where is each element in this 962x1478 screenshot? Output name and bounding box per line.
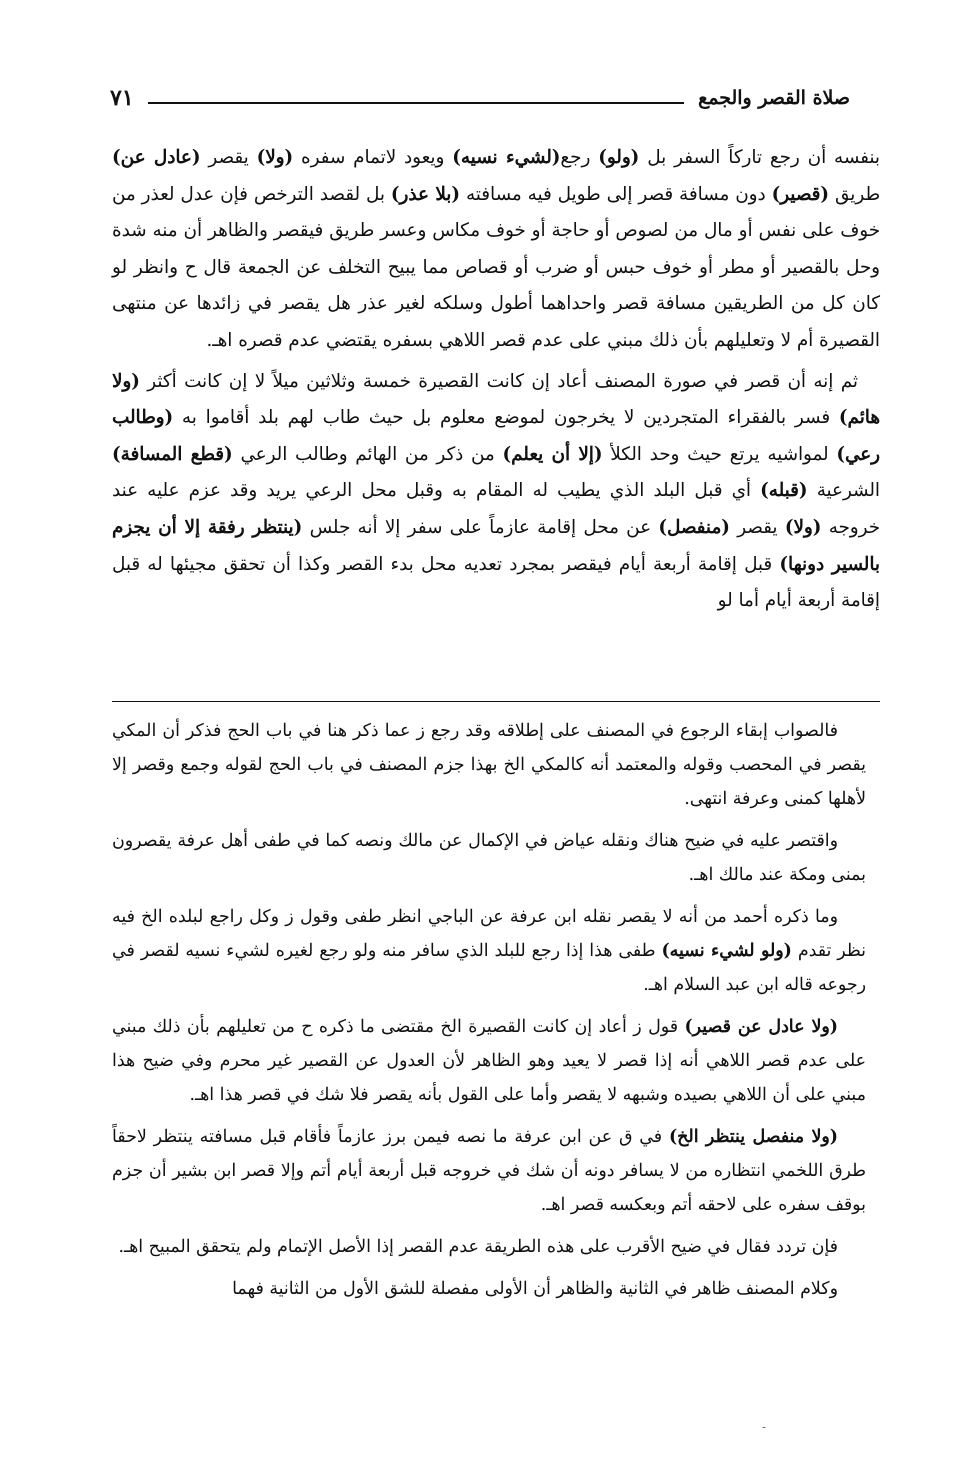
text-span: وما ذكره أحمد من أنه لا يقصر نقله ابن عرفة عن الباجي انظر طفى وقول ز وكل راجع لبلده الخ فيه نظر تقدم	[112, 907, 866, 961]
text-span: أي قبل البلد الذي يطيب له المقام به وقبل محل الرعي يريد وقد عزم عليه عند خروجه	[112, 480, 881, 538]
text-span: الشرعية	[807, 480, 880, 502]
note-paragraph-5	[112, 1120, 866, 1222]
text-span: ثم إنه أن قصر في صورة المصنف أعاد إن كانت القصيرة خمسة وثلاثين ميلاً لا إن كانت أكثر	[139, 370, 858, 392]
text-span: رجع	[560, 147, 599, 168]
bold-matn: (قطع المسافة)	[112, 443, 233, 465]
running-header	[110, 78, 850, 118]
header-rule	[148, 102, 684, 104]
bold-matn: (منفصل)	[658, 516, 730, 538]
text-span: بنفسه أن رجع تاركاً السفر بل	[639, 147, 881, 168]
note-paragraph-4	[112, 1010, 866, 1112]
bold-matn: (لشيء نسيه)	[452, 147, 561, 168]
bold-matn: (ولا هائم)	[112, 370, 880, 429]
bold-matn: (وطالب رعي)	[112, 407, 880, 465]
text-span: يقصر	[729, 516, 785, 538]
bold-matn: (ولا منفصل ينتظر الخ)	[668, 1127, 838, 1147]
bold-matn: (ولا)	[256, 147, 294, 168]
text-span: عن محل إقامة عازماً على سفر إلا أنه جلس	[302, 516, 659, 538]
note-paragraph-7: وكلام المصنف ظاهر في الثانية والظاهر أن الأولى مفصلة للشق الأول من الثانية فهما	[232, 1279, 838, 1299]
text-span: دون مسافة قصر إلى طويل فيه مسافته	[460, 183, 772, 205]
note-paragraph-6: فإن تردد فقال في ضيح الأقرب على هذه الطريقة عدم القصر إذا الأصل الإتمام ولم يتحقق المبيح اهـ.	[118, 1237, 838, 1257]
text-span: قول ز أعاد إن كانت القصيرة الخ مقتضى ما ذكره ح من تعليلهم بأن ذلك مبني على عدم قصر اللاهي أنه إذا قصر لا يعيد وهو الظاهر لأن العدول عن القصير غير محرم وفي ضيح هذا مبني على أن اللاهي بصيده وشبهه لا يقصر وأما على القول بأنه يقصر فلا شك في قصر هذا اهـ.	[112, 1017, 866, 1105]
main-text	[112, 140, 880, 620]
bold-matn: (ولو لشيء نسيه)	[661, 941, 792, 961]
footnotes-section	[112, 714, 866, 1314]
text-span: قبل إقامة أربعة أيام فيقصر بمجرد تعديه محل بدء القصر وكذا أن تحقق مجيئها له قبل إقامة أربعة أيام أما لو	[112, 553, 880, 612]
text-span: لمواشيه يرتع حيث وحد الكلأ	[602, 443, 837, 465]
chapter-title: صلاة القصر والجمع	[698, 87, 850, 109]
text-span: فسر بالفقراء المتجردين لا يخرجون لموضع معلوم بل حيث طاب لهم بلد أقاموا به	[173, 407, 839, 429]
bold-matn: (قبله)	[760, 480, 808, 502]
bold-matn: (بلا عذر)	[390, 183, 461, 205]
bold-matn: (ولو)	[598, 147, 640, 168]
bold-matn: (ينتظر رفقة إلا أن يجزم بالسير دونها)	[112, 516, 880, 575]
page-number: ٧١	[110, 85, 134, 111]
text-span: طريق	[829, 183, 880, 205]
text-span: بل لقصد الترخص فإن عدل لعذر من خوف على نفس أو مال من لصوص أو حاجة أو خوف مكاس وعسر طريق فيقصر والظاهر أن منه شدة وحل بالقصير أو مطر أو خوف حبس أو ضرب أو قصاص مما يبيح التخلف عن الجمعة قال ح وانظر لو كان كل من الطريقين مسافة قصر واحداهما أطول وسلكه لغير عذر هل يقصر في زائدها عن منتهى القصيرة أم لا وتعليلهم بأن ذلك مبني على عدم قصر اللاهي بسفره يقتضي عدم قصره اهـ.	[112, 183, 880, 351]
bold-matn: (إلا أن يعلم)	[502, 443, 603, 465]
text-span: ويعود لاتمام سفره	[293, 147, 453, 168]
scan-mark: -	[762, 1420, 767, 1434]
text-span: من ذكر من الهائم وطالب الرعي	[232, 443, 503, 465]
text-span: طفى هذا إذا رجع للبلد الذي سافر منه ولو رجع لغيره لشيء نسيه لقصر في رجوعه قاله ابن عبد السلام اهـ.	[112, 941, 866, 995]
text-span: يقصر	[200, 147, 257, 168]
main-paragraph-1	[112, 140, 880, 360]
note-paragraph-3	[112, 900, 866, 1002]
text-span: في ق عن ابن عرفة ما نصه فيمن برز عازماً فأقام قبل مسافته ينتظر لاحقاً طرق اللخمي انتظاره من لا يسافر دونه أن شك في خروجه قبل أربعة أيام أتم وإلا قصر ابن بشير أن جزم بوقف سفره على لاحقه أتم وبعكسه قصر اهـ.	[112, 1127, 866, 1215]
bold-matn: (ولا)	[784, 516, 822, 538]
footnote-divider	[112, 701, 880, 702]
note-paragraph-2: واقتصر عليه في ضيح هناك ونقله عياض في الإكمال عن مالك ونصه كما في طفى أهل عرفة يقصرون بمنى ومكة عند مالك اهـ.	[112, 831, 866, 885]
bold-matn: (ولا عادل عن قصير)	[684, 1017, 838, 1037]
note-paragraph-1: فالصواب إبقاء الرجوع في المصنف على إطلاقه وقد رجع ز عما ذكر هنا في باب الحج فذكر أن المكي يقصر في المحصب وقوله والمعتمد أنه كالمكي الخ بهذا جزم المصنف في باب الحج لقوله وجمع وقصر إلا لأهلها كمنى وعرفة انتهى.	[112, 721, 866, 809]
main-paragraph-2	[112, 364, 880, 620]
bold-matn: (عادل عن)	[112, 147, 201, 168]
bold-matn: (قصير)	[771, 183, 830, 205]
